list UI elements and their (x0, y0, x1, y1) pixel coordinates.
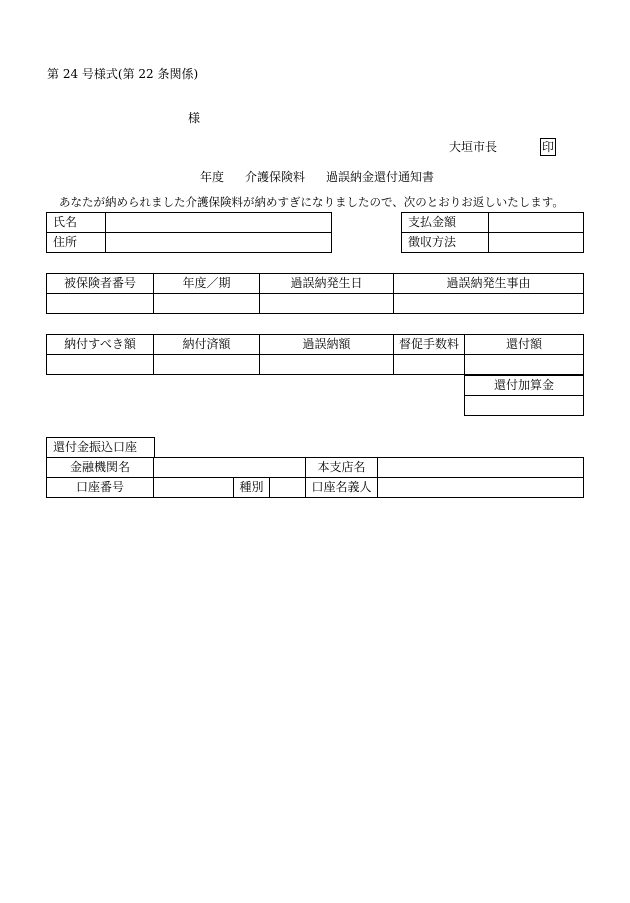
header-overpaid-amount: 過誤納額 (260, 335, 394, 355)
amount-due-field[interactable] (47, 355, 154, 375)
overpay-reason-field[interactable] (394, 294, 584, 314)
overpay-table (46, 273, 584, 314)
account-number-field[interactable] (154, 478, 234, 498)
intro-text: あなたが納められました介護保険料が納めすぎになりましたので、次のとおりお返しいたします。 (59, 195, 564, 209)
header-overpay-date: 過誤納発生日 (260, 274, 394, 294)
title-notice: 過誤納金還付通知書 (326, 170, 435, 184)
header-year-period: 年度／期 (154, 274, 260, 294)
header-overpay-reason: 過誤納発生事由 (394, 274, 584, 294)
account-holder-label: 口座名義人 (306, 478, 378, 498)
header-amount-due: 納付すべき額 (47, 335, 154, 355)
title-insurance: 介護保険料 (245, 170, 306, 184)
year-period-field[interactable] (154, 294, 260, 314)
account-number-label: 口座番号 (47, 478, 154, 498)
form-number: 第 24 号様式(第 22 条関係) (47, 67, 199, 81)
bank-name-label: 金融機関名 (47, 458, 154, 478)
amount-paid-field[interactable] (154, 355, 260, 375)
refund-additional-field[interactable] (465, 396, 584, 416)
bank-name-field[interactable] (154, 458, 306, 478)
amounts-table (46, 334, 584, 375)
payment-amount-label: 支払金額 (402, 213, 489, 233)
header-amount-paid: 納付済額 (154, 335, 260, 355)
collection-method-field[interactable] (489, 233, 584, 253)
addressee-suffix: 様 (188, 111, 201, 125)
title-year-label: 年度 (200, 170, 225, 184)
header-reminder-fee: 督促手数料 (394, 335, 465, 355)
refund-amount-field[interactable] (465, 355, 584, 375)
overpaid-amount-field[interactable] (260, 355, 394, 375)
header-refund-amount: 還付額 (465, 335, 584, 355)
seal-mark: 印 (541, 140, 554, 154)
account-table (46, 457, 584, 498)
branch-name-label: 本支店名 (306, 458, 378, 478)
header-refund-additional: 還付加算金 (465, 376, 584, 396)
additional-table (464, 375, 584, 416)
payment-amount-field[interactable] (489, 213, 584, 233)
address-label: 住所 (47, 233, 106, 253)
header-insured-number: 被保険者番号 (47, 274, 154, 294)
account-holder-field[interactable] (378, 478, 584, 498)
account-section-label: 還付金振込口座 (47, 438, 155, 458)
person-table (46, 212, 332, 253)
payment-table (401, 212, 584, 253)
overpay-date-field[interactable] (260, 294, 394, 314)
insured-number-field[interactable] (47, 294, 154, 314)
name-label: 氏名 (47, 213, 106, 233)
collection-method-label: 徴収方法 (402, 233, 489, 253)
branch-name-field[interactable] (378, 458, 584, 478)
issuer-label: 大垣市長 (449, 140, 498, 154)
reminder-fee-field[interactable] (394, 355, 465, 375)
account-type-field[interactable] (270, 478, 306, 498)
address-field[interactable] (106, 233, 332, 253)
account-type-label: 種別 (234, 478, 270, 498)
account-section-box (46, 437, 155, 458)
name-field[interactable] (106, 213, 332, 233)
